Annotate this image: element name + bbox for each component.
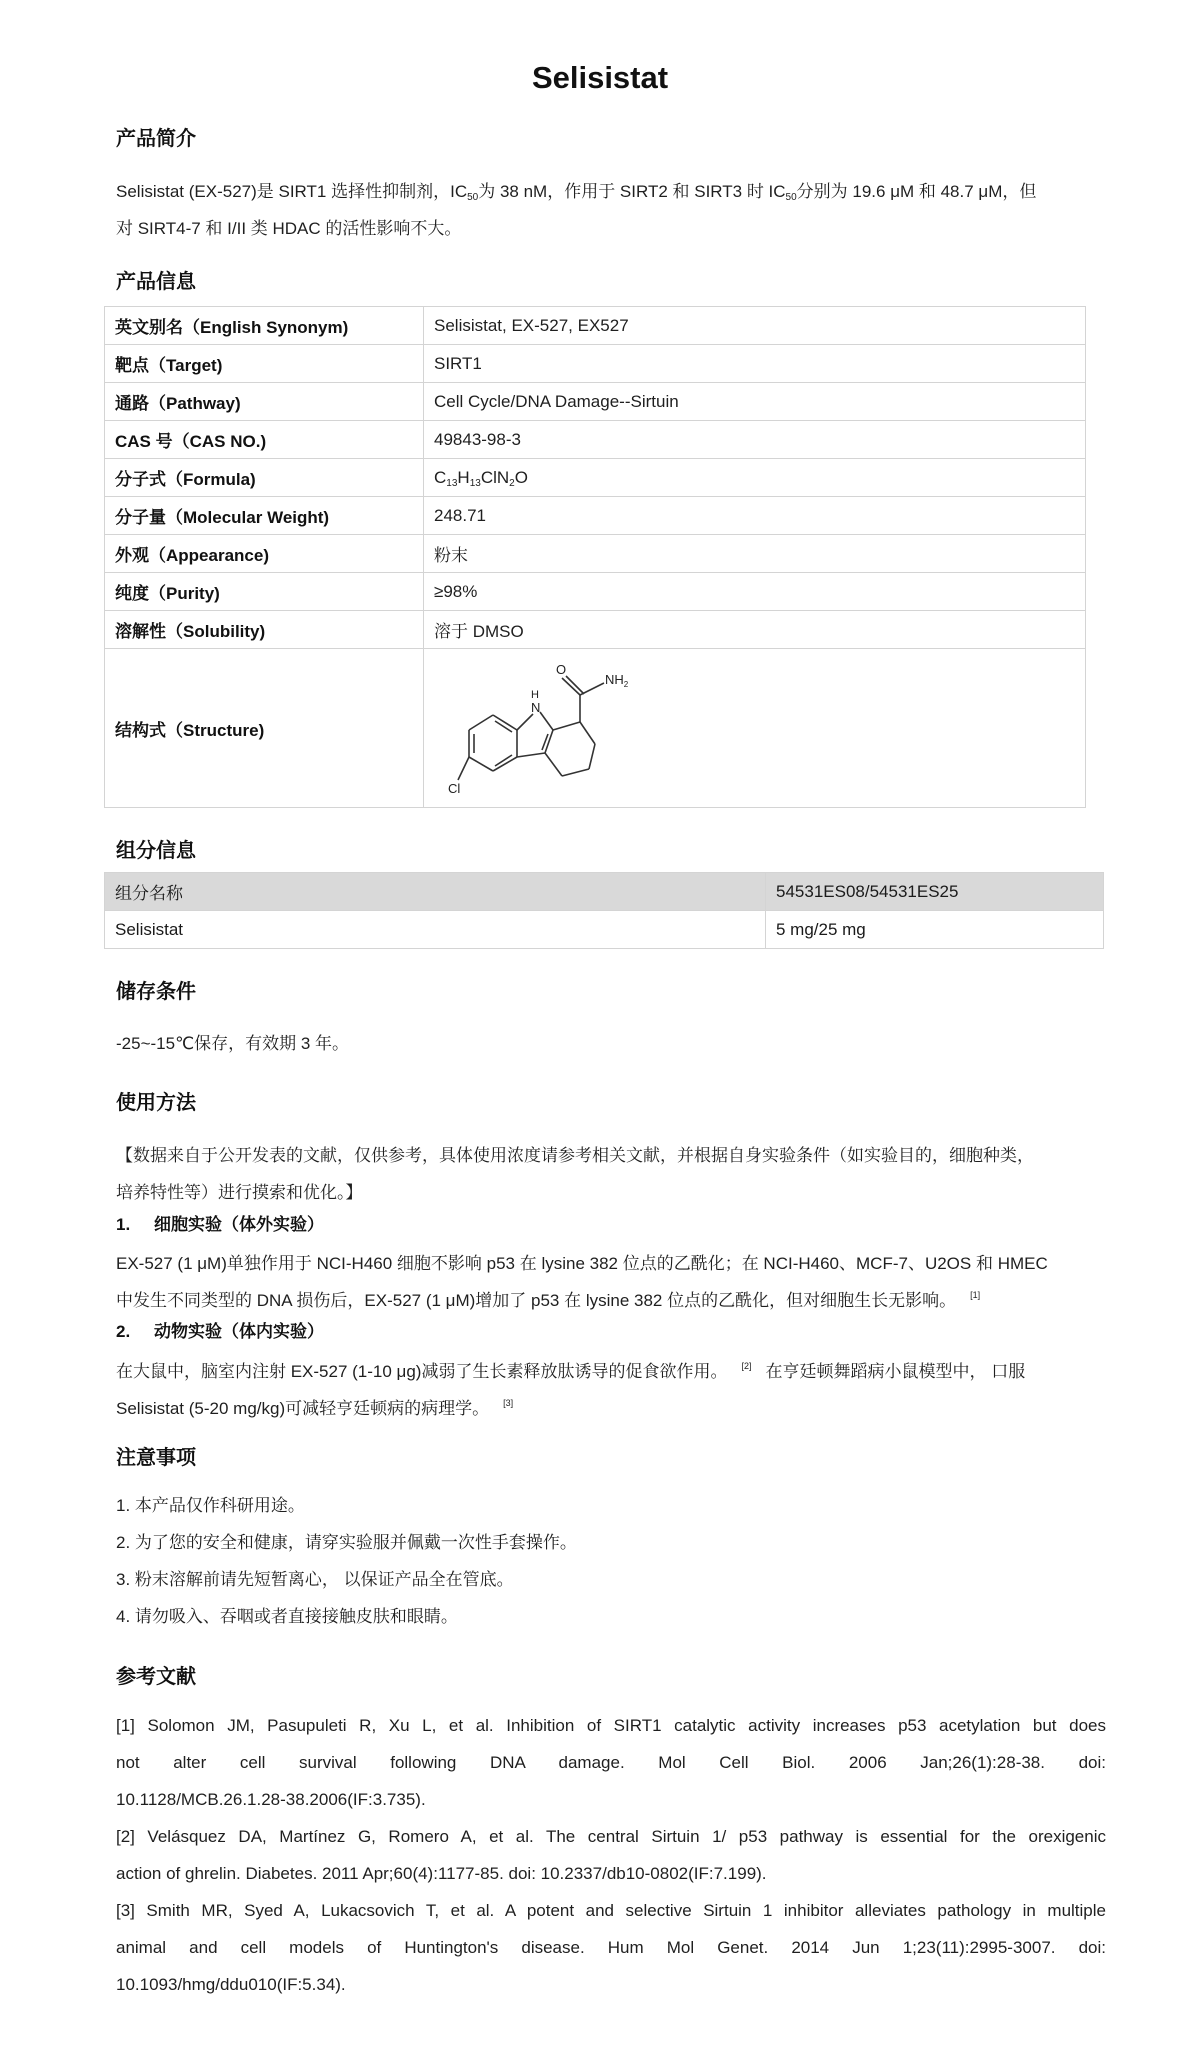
atom-label-n: N xyxy=(531,700,541,715)
section-heading-refs: 参考文献 xyxy=(116,1666,196,1688)
table-row: 靶点（Target) SIRT1 xyxy=(105,345,1086,383)
intro-line-1: Selisistat (EX-527)是 SIRT1 选择性抑制剂，$IC_{50}$为 38 nM，作用于 SIRT2 和 SIRT3 时 $IC_{50}$分别为 19.6 μM 和 48.7 μM，但 xyxy=(116,182,1037,203)
section-heading-storage: 储存条件 xyxy=(116,981,196,1003)
table-row-formula: 分子式（Formula) $C_{13}H_{13}ClN_2O$ xyxy=(105,459,1086,497)
table-row: 纯度（Purity) ≥98% xyxy=(105,573,1086,611)
intro-line-2: 对 SIRT4-7 和 I/II 类 HDAC 的活性影响不大。 xyxy=(116,219,462,238)
section-heading-notes: 注意事项 xyxy=(116,1447,196,1469)
reference-3: [3] Smith MR, Syed A, Lukacsovich T, et al. A potent and selective Sirtuin 1 inhibitor alleviates pathology in multiple animal and cell models of Huntington's disease. Hum Mol Genet. 2014 Jun 1;23(11):2995-3007. doi: 10.1093/hmg/ddu010(IF:5.34). xyxy=(116,1901,1106,1994)
atom-label-nh2: $NH_2$ xyxy=(605,672,629,689)
reference-1: [1] Solomon JM, Pasupuleti R, Xu L, et al. Inhibition of SIRT1 catalytic activity increases p53 acetylation but does not alter cell survival following DNA damage. Mol Cell Biol. 2006 Jan;26(1):28-38. doi: 10.1128/MCB.26.1.28-38.2006(IF:3.735). xyxy=(116,1716,1106,1809)
list-item: 4. 请勿吸入、吞咽或者直接接触皮肤和眼睛。 xyxy=(116,1607,458,1626)
list-item: 2. 为了您的安全和健康，请穿实验服并佩戴一次性手套操作。 xyxy=(116,1533,577,1552)
structure-diagram xyxy=(432,650,662,806)
atom-label-cl: Cl xyxy=(448,781,461,796)
section-heading-info: 产品信息 xyxy=(116,271,196,293)
molecular-formula: $C_{13}H_{13}ClN_2O$ xyxy=(424,459,1086,497)
list-item: 1. 本产品仅作科研用途。 xyxy=(116,1496,305,1515)
storage-text: -25~-15℃保存，有效期 3 年。 xyxy=(116,1034,350,1053)
usage-subheading-cell: 1. 细胞实验（体外实验） xyxy=(116,1215,324,1234)
page-title: Selisistat xyxy=(531,60,669,95)
atom-label-o: O xyxy=(556,662,567,677)
section-heading-components: 组分信息 xyxy=(116,840,196,862)
section-heading-intro: 产品简介 xyxy=(116,128,196,150)
table-row: 溶解性（Solubility) 溶于 DMSO xyxy=(105,611,1086,649)
table-row: CAS 号（CAS NO.) 49843-98-3 xyxy=(105,421,1086,459)
usage-disclaimer: 【数据来自于公开发表的文献，仅供参考，具体使用浓度请参考相关文献，并根据自身实验条件（如实验目的，细胞种类， 培养特性等）进行摸索和优化。】 xyxy=(116,1146,1034,1202)
atom-label-h: H xyxy=(531,689,539,701)
table-row: 通路（Pathway) Cell Cycle/DNA Damage--Sirtuin xyxy=(105,383,1086,421)
list-item: 3. 粉末溶解前请先短暂离心， 以保证产品全在管底。 xyxy=(116,1570,514,1589)
product-info-table xyxy=(104,306,1086,808)
table-row: 分子量（Molecular Weight) 248.71 xyxy=(105,497,1086,535)
section-heading-usage: 使用方法 xyxy=(116,1092,196,1114)
intro-paragraph xyxy=(116,173,1106,247)
component-table xyxy=(104,872,1104,949)
usage-subheading-animal: 2. 动物实验（体内实验） xyxy=(116,1322,324,1341)
table-row-structure: 结构式（Structure) O $NH_2$ H N Cl xyxy=(105,649,1086,808)
reference-2: [2] Velásquez DA, Martínez G, Romero A, et al. The central Sirtuin 1/ p53 pathway is essential for the orexigenic action of ghrelin. Diabetes. 2011 Apr;60(4):1177-85. doi: 10.2337/db10-0802(IF:7.199). xyxy=(116,1827,1106,1883)
notes-list xyxy=(116,1487,1106,1635)
table-row: 外观（Appearance) 粉末 xyxy=(105,535,1086,573)
usage-animal-paragraph: 在大鼠中，脑室内注射 EX-527 (1-10 μg)减弱了生长素释放肽诱导的促食欲作用。 [2] 在亨廷顿舞蹈病小鼠模型中， 口服 Selisistat (5-20 mg/kg)可减轻亨廷顿病的病理学。 [3] xyxy=(116,1361,1026,1418)
table-header-row: 组分名称 54531ES08/54531ES25 xyxy=(105,873,1104,911)
table-row: Selisistat 5 mg/25 mg xyxy=(105,911,1104,949)
usage-cell-paragraph: EX-527 (1 μM)单独作用于 NCI-H460 细胞不影响 p53 在 lysine 382 位点的乙酰化；在 NCI-H460、MCF-7、U2OS 和 HMEC 中发生不同类型的 DNA 损伤后，EX-527 (1 μM)增加了 p53 在 lysine 382 位点的乙酰化，但对细胞生长无影响。 [1] xyxy=(116,1254,1048,1310)
table-row: 英文别名（English Synonym) Selisistat, EX-527, EX527 xyxy=(105,307,1086,345)
